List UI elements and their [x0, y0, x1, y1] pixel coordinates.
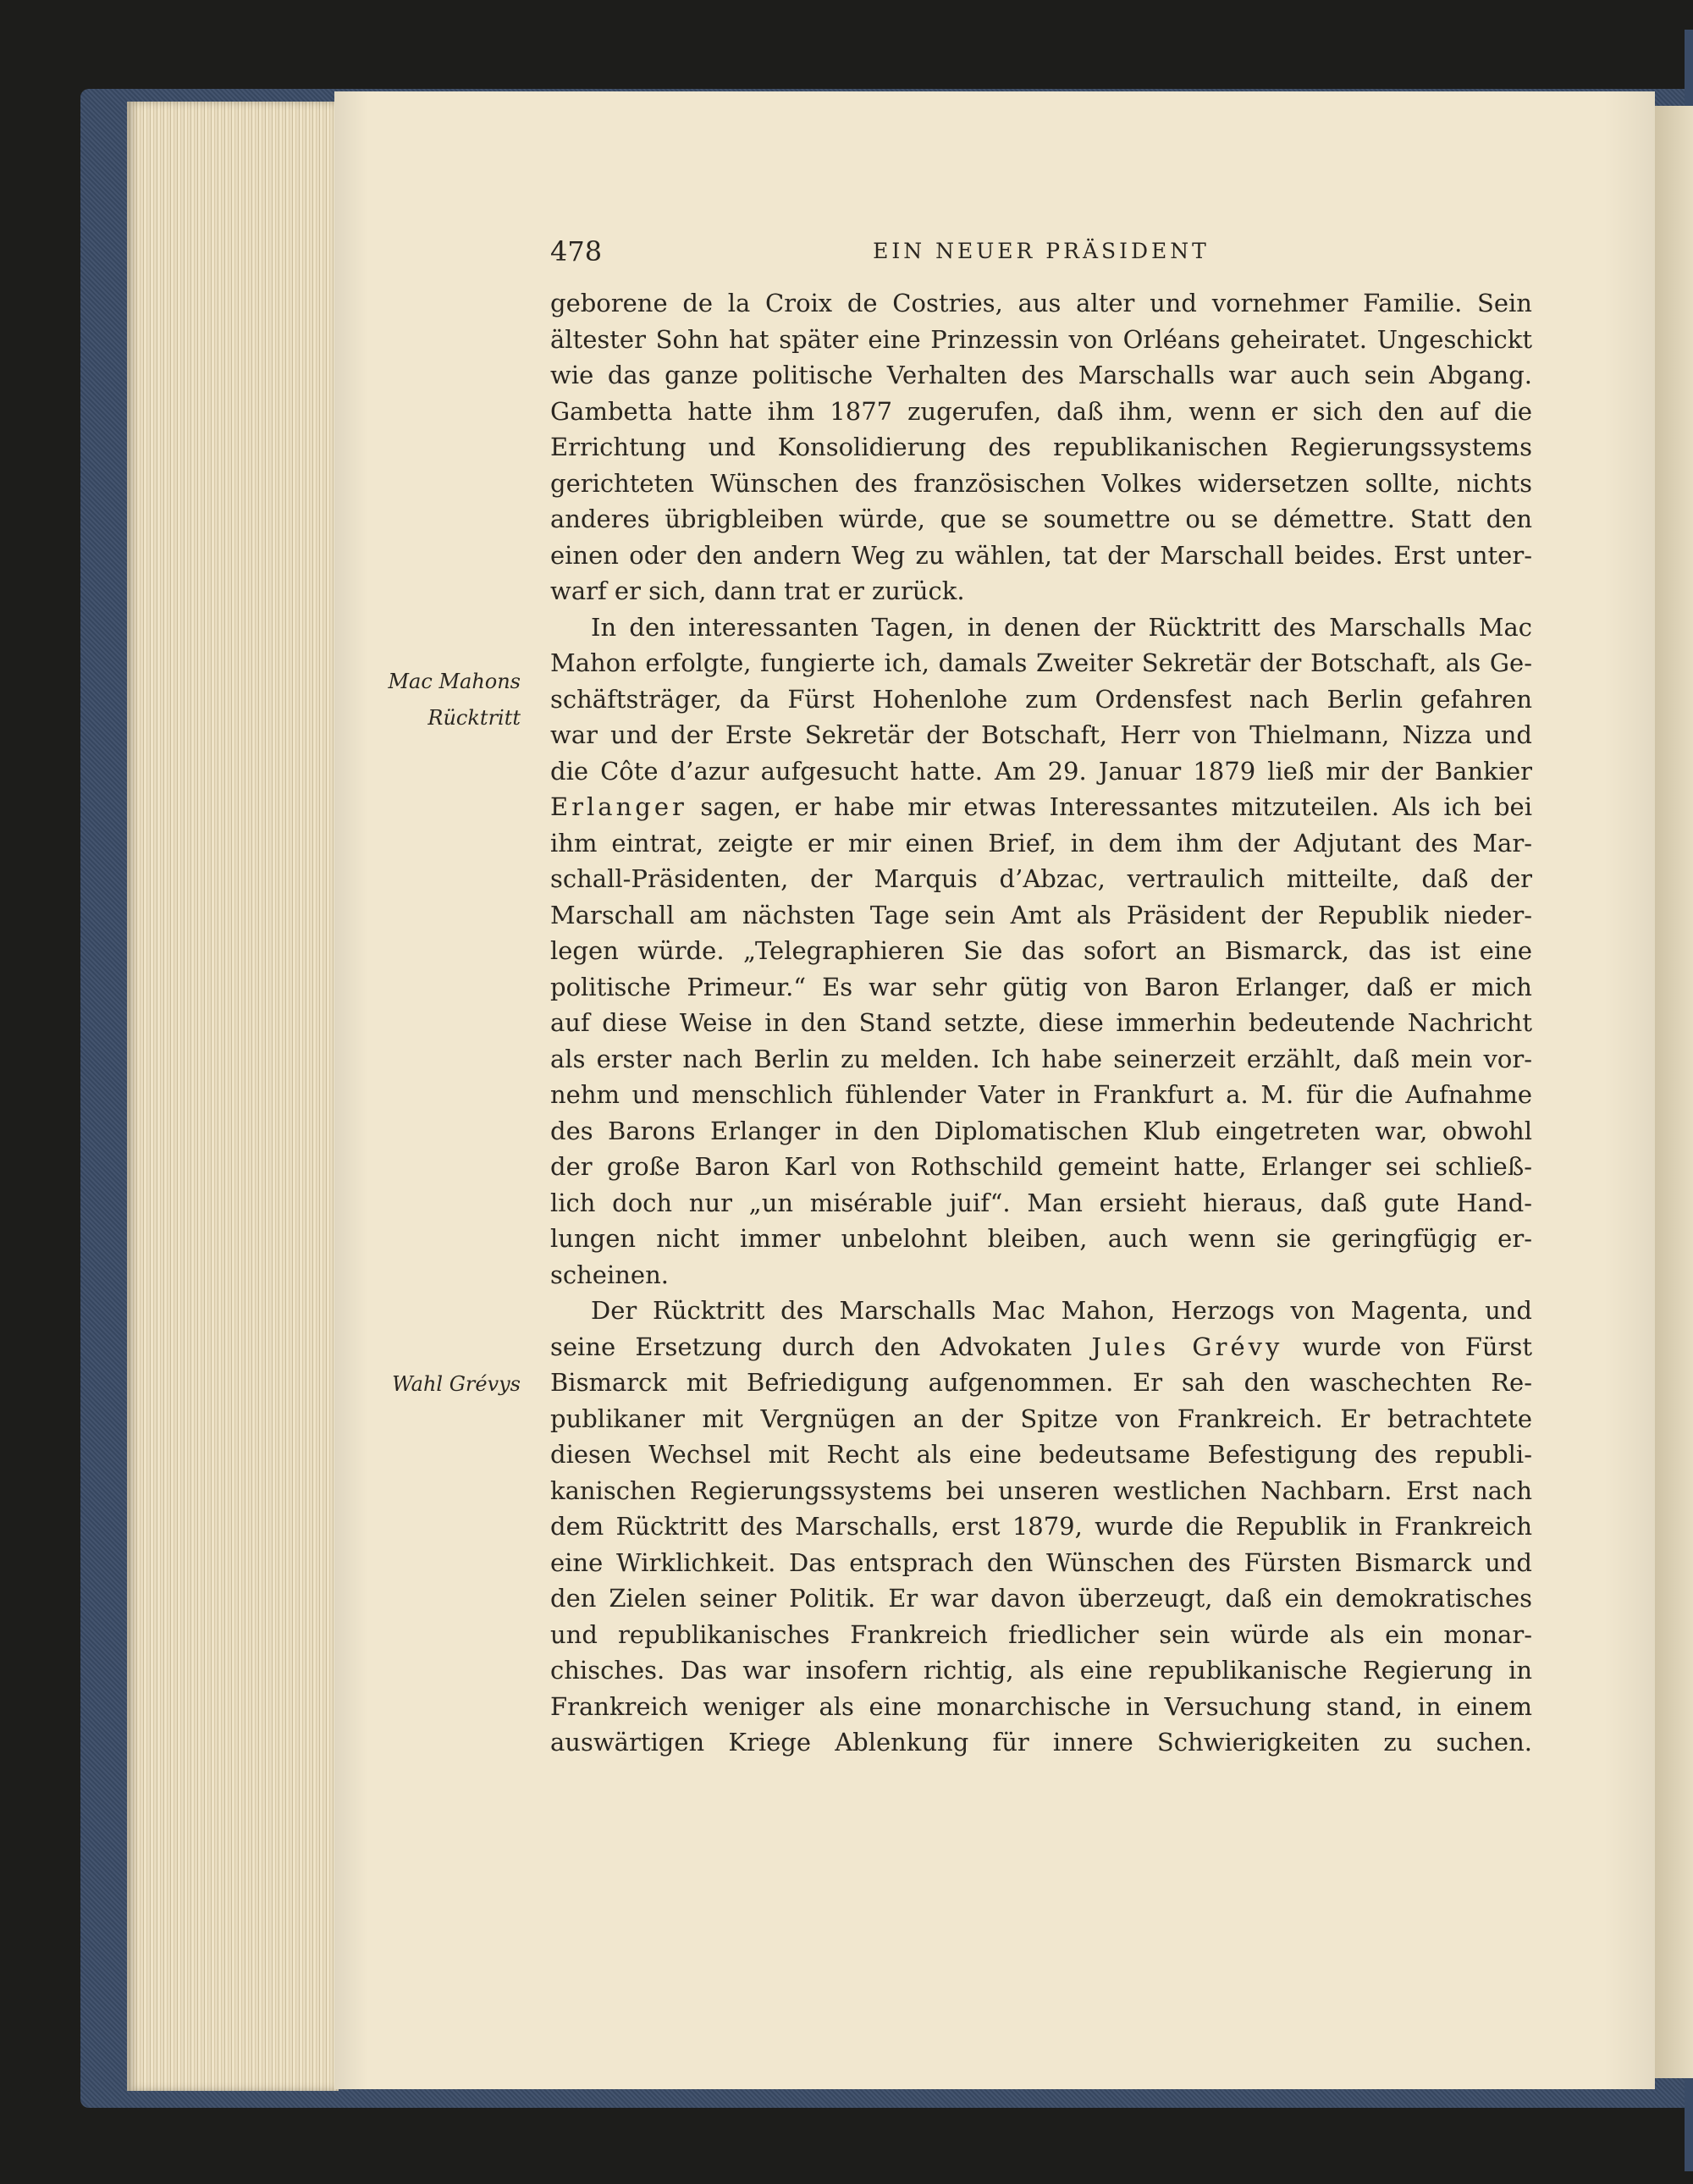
text-line: auf diese Weise in den Stand setzte, diese immerhin bedeutende Nachricht [550, 1008, 1532, 1037]
text-line: als erster nach Berlin zu melden. Ich habe seinerzeit erzählt, daß mein vor- [550, 1044, 1532, 1073]
adjacent-page-edge [1655, 106, 1693, 2078]
text-line: den Zielen seiner Politik. Er war davon überzeugt, daß ein demokratisches [550, 1584, 1532, 1613]
page-number: 478 [550, 235, 603, 267]
running-title: EIN NEUER PRÄSIDENT [873, 239, 1210, 263]
text-line: lich doch nur „un misérable juif“. Man ersieht hieraus, daß gute Hand- [550, 1188, 1532, 1217]
text-line: Gambetta hatte ihm 1877 zugerufen, daß ihm, wenn er sich den auf die [550, 396, 1532, 426]
text-line: lungen nicht immer unbelohnt bleiben, auch wenn sie geringfügig er- [550, 1224, 1532, 1253]
text-line: Mahon erfolgte, fungierte ich, damals Zweiter Sekretär der Botschaft, als Ge- [550, 648, 1532, 677]
text-line: Frankreich weniger als eine monarchische in Versuchung stand, in einem [550, 1691, 1532, 1721]
spaced-name-erlanger: Erlanger [550, 792, 687, 821]
margin-note-line: Wahl Grévys [392, 1372, 521, 1396]
text-line: scheinen. [550, 1260, 669, 1289]
text-line: schall-Präsidenten, der Marquis d’Abzac, vertraulich mitteilte, daß der [550, 864, 1532, 893]
text-line: die Côte d’azur aufgesucht hatte. Am 29. Januar 1879 ließ mir der Bankier [550, 756, 1532, 786]
text-line: legen würde. „Telegraphieren Sie das sofort an Bismarck, das ist eine [550, 936, 1532, 965]
text-line: einen oder den andern Weg zu wählen, tat der Marschall beides. Erst unter- [550, 540, 1532, 570]
text-line: gerichteten Wünschen des französischen Volkes widersetzen sollte, nichts [550, 468, 1532, 498]
text-line-start: seine Ersetzung durch den Advokaten [550, 1332, 1073, 1361]
text-line: kanischen Regierungssystems bei unseren westlichen Nachbarn. Erst nach [550, 1475, 1532, 1505]
margin-note-line: Rücktritt [427, 705, 521, 730]
text-line-rest: wurde von Fürst [1282, 1332, 1532, 1361]
text-line: Errichtung und Konsolidierung des republikanischen Regierungssystems [550, 433, 1532, 461]
text-line [550, 1329, 1532, 1365]
text-line: schäftsträger, da Fürst Hohenlohe zum Ordensfest nach Berlin gefahren [550, 684, 1532, 714]
text-line: war und der Erste Sekretär der Botschaft, Herr von Thielmann, Nizza und [550, 720, 1532, 749]
text-line: nehm und menschlich fühlender Vater in Frankfurt a. M. für die Aufnahme [550, 1080, 1532, 1109]
text-line [550, 789, 1532, 825]
paragraph-start-line: Der Rücktritt des Marschalls Mac Mahon, Herzogs von Magenta, und [591, 1296, 1532, 1325]
spaced-name-jules-grevy: Jules Grévy [1091, 1332, 1283, 1361]
text-line: der große Baron Karl von Rothschild gemeint hatte, Erlanger sei schließ- [550, 1152, 1532, 1181]
text-line: publikaner mit Vergnügen an der Spitze von Frankreich. Er betrachtete [550, 1404, 1532, 1433]
text-line: ihm eintrat, zeigte er mir einen Brief, in dem ihm der Adjutant des Mar- [550, 828, 1532, 858]
paragraph-start-line: In den interessanten Tagen, in denen der Rücktritt des Marschalls Mac [591, 612, 1532, 642]
text-line: und republikanisches Frankreich friedlicher sein würde als ein monar- [550, 1619, 1532, 1649]
text-line: diesen Wechsel mit Recht als eine bedeutsame Befestigung des republi- [550, 1440, 1532, 1469]
page-header [550, 235, 1532, 278]
text-line: wie das ganze politische Verhalten des Marschalls war auch sein Abgang. [550, 361, 1532, 389]
margin-note-mac-mahons-ruecktritt [356, 664, 521, 736]
text-line: dem Rücktritt des Marschalls, erst 1879, wurde die Republik in Frankreich [550, 1512, 1532, 1541]
text-line: politische Primeur.“ Es war sehr gütig von Baron Erlanger, daß er mich [550, 972, 1532, 1001]
text-line-rest: sagen, er habe mir etwas Interessantes mitzuteilen. Als ich bei [687, 792, 1532, 821]
body-text [550, 285, 1532, 1761]
text-line: chisches. Das war insofern richtig, als eine republikanische Regierung in [550, 1656, 1532, 1685]
text-line: des Barons Erlanger in den Diplomatischen Klub eingetreten war, obwohl [550, 1116, 1532, 1145]
margin-note-wahl-grevys [356, 1366, 521, 1403]
text-line: Bismarck mit Befriedigung aufgenommen. Er sah den waschechten Re- [550, 1368, 1532, 1397]
text-line: auswärtigen Kriege Ablenkung für innere Schwierigkeiten zu suchen. [550, 1728, 1532, 1757]
text-line: geborene de la Croix de Costries, aus alter und vornehmer Familie. Sein [550, 289, 1532, 317]
text-line: anderes übrigbleiben würde, que se soumettre ou se démettre. Statt den [550, 505, 1532, 533]
text-line: eine Wirklichkeit. Das entsprach den Wünschen des Fürsten Bismarck und [550, 1547, 1532, 1577]
text-line: Marschall am nächsten Tage sein Amt als Präsident der Republik nieder- [550, 900, 1532, 929]
margin-note-line: Mac Mahons [388, 670, 521, 693]
text-line: ältester Sohn hat später eine Prinzessin von Orléans geheiratet. Ungeschickt [550, 324, 1532, 354]
text-line: warf er sich, dann trat er zurück. [550, 576, 965, 605]
page-stack-edge [127, 102, 339, 2091]
